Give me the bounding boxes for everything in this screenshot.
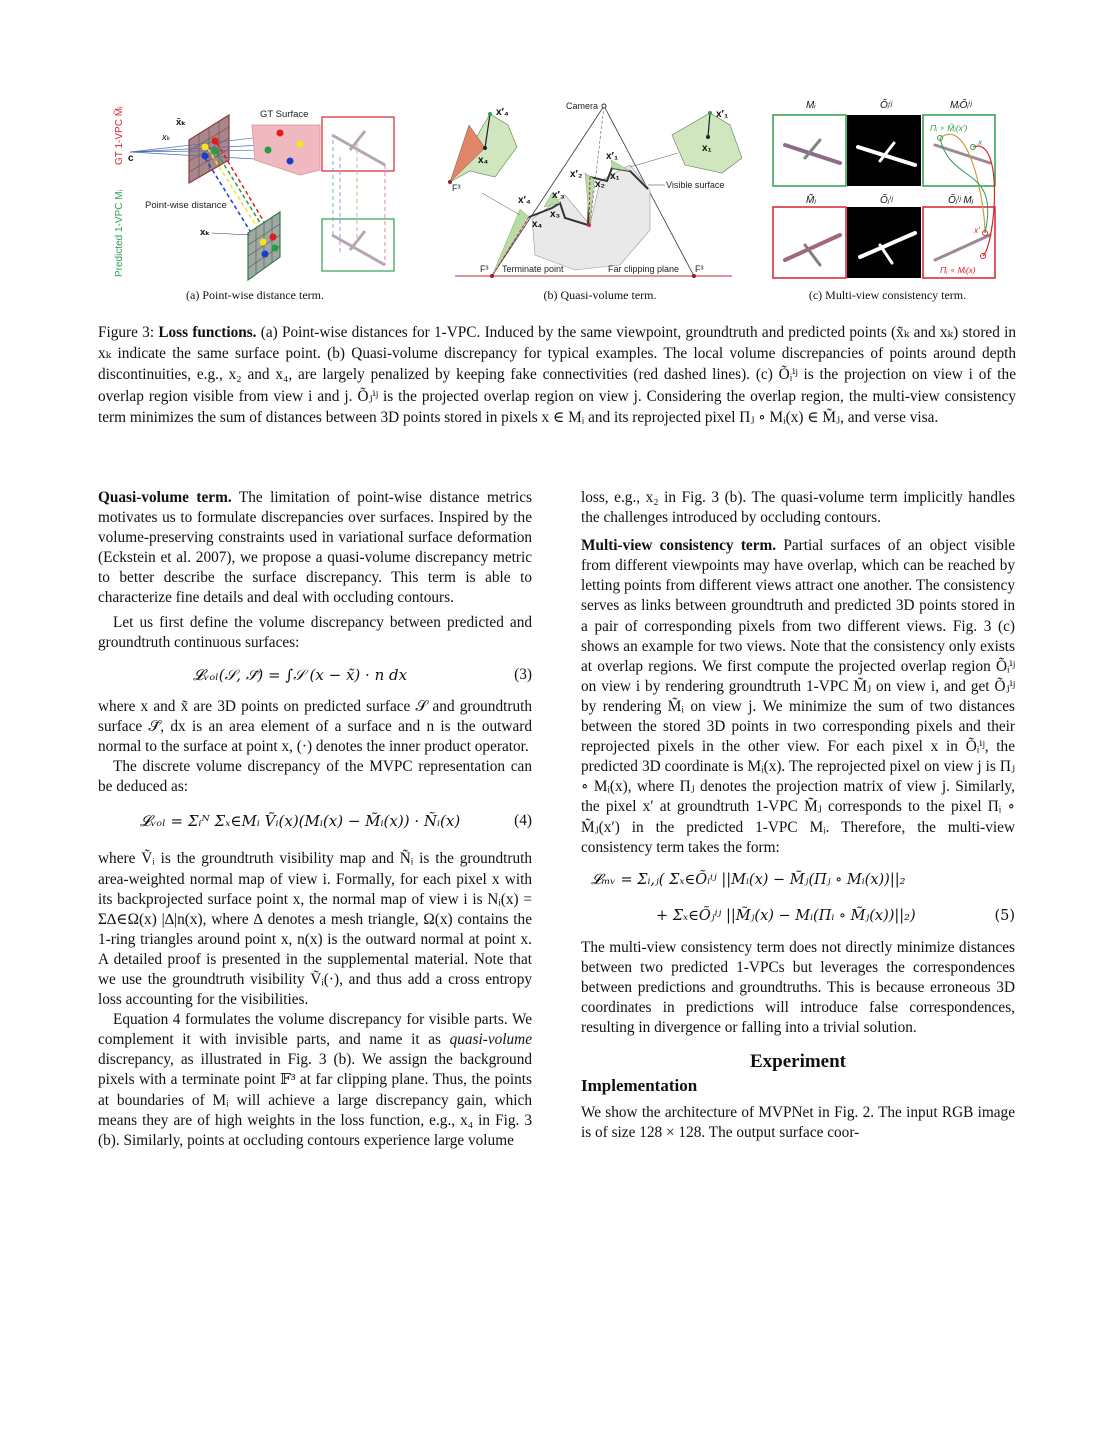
svg-text:Terminate point: Terminate point [502,264,564,274]
paragraph: Let us first define the volume discrepancy between predicted and groundtruth continuous surfaces: [98,613,532,651]
equation-5-number: (5) [994,907,1015,924]
gt-vpc-label: GT 1-VPC M̃ᵢ [114,106,125,165]
figure-panel-a [100,95,410,305]
point-wise-distance-label: Point-wise distance [145,200,227,211]
svg-text:Πᵢ ∘ M̃ⱼ(x′): Πᵢ ∘ M̃ⱼ(x′) [930,123,968,133]
panel-c-caption: (c) Multi-view consistency term. [808,288,967,302]
paragraph: where x and x̃ are 3D points on predicted surface 𝒮 and groundtruth surface 𝒮̃, dx is an area element of a surface and n is the outward normal to the surface at point x, (·) denotes the inner product operator. [98,697,532,756]
svg-text:x′₃: x′₃ [552,190,565,201]
svg-text:Camera: Camera [566,101,599,111]
svg-text:M̃ⱼ: M̃ⱼ [806,195,817,206]
equation-5 [581,870,1015,926]
svg-text:x₁: x₁ [702,143,712,154]
figure-label: Figure 3: [98,324,155,341]
svg-text:x′₄: x′₄ [518,195,531,206]
run-in-heading-quasi-volume: Quasi-volume term. [98,489,232,506]
right-column [581,488,1015,1143]
svg-text:x̃ₖ: x̃ₖ [176,117,186,128]
svg-text:x′₁: x′₁ [716,109,729,120]
svg-text:Far clipping plane: Far clipping plane [608,264,680,274]
paragraph: We show the architecture of MVPNet in Fig. 2. The input RGB image is of size 128 × 128. The output surface coor- [581,1103,1015,1141]
paragraph: loss, e.g., x₂ in Fig. 3 (b). The quasi-volume term implicitly handles the challenges introduced by occluding contours. [581,489,1015,527]
svg-text:F³: F³ [480,264,489,274]
svg-text:x′: x′ [974,225,980,235]
paragraph: where Ṽᵢ is the groundtruth visibility map and Ñᵢ is the groundtruth area-weighted normal map of view i. Formally, for each pixel x with its backprojected surface point x, the normal map of view i is Nᵢ(x) = Σ∆∈Ω(x) |∆|n(x), where ∆ denotes a mesh triangle, Ω(x) contains the 1-ring triangles around point x, n(x) is the outward normal at point x. A detailed proof is presented in the supplemental material. Note that we use the groundtruth visibility Ṽᵢ(·), and thus add a cross entropy loss accounting for the visibilities. [98,850,532,1009]
svg-text:F³: F³ [452,183,461,193]
svg-text:xₖ: xₖ [162,132,171,143]
svg-text:Mᵢ: Mᵢ [806,100,816,111]
svg-text:x₂: x₂ [595,179,606,190]
equation-5-line-2: + Σₓ∈Õⱼⁱʲ ||M̃ⱼ(x) − Mᵢ(Πᵢ ∘ M̃ⱼ(x))||₂) [656,907,916,924]
svg-text:Visible surface: Visible surface [666,180,725,190]
equation-3 [98,665,532,685]
paragraph: Equation 4 formulates the volume discrepancy for visible parts. We complement it with invisible parts, and name it as quasi-volume discrepancy, as illustrated in Fig. 3 (b). We assign the background pixels with a terminate point 𝔽³ at far clipping plane. Thus, the points at boundaries of Mᵢ will achieve a large discrepancy gain, which means they are of high weights in the loss function, e.g., x₄ in Fig. 3 (b). Similarly, points at occluding contours experience large volume [98,1011,532,1149]
svg-text:x₄: x₄ [532,219,543,230]
multi-view-consistency-diagram [770,95,1005,285]
equation-3-number: (3) [514,665,532,683]
svg-text:Õⱼⁱʲ Mⱼ: Õⱼⁱʲ Mⱼ [948,195,974,206]
pred-vpc-label: Predicted 1-VPC Mᵢ [114,189,125,277]
svg-text:x′₁: x′₁ [606,151,619,162]
figure-caption-title: Loss functions. [158,324,257,341]
svg-text:x′₄: x′₄ [496,107,509,118]
panel-a-caption: (a) Point-wise distance term. [186,288,324,302]
svg-text:GT Surface: GT Surface [260,109,309,120]
svg-text:x: x [978,137,983,147]
svg-text:x₃: x₃ [550,209,561,220]
equation-4-number: (4) [514,812,532,830]
figure-caption-text: (a) Point-wise distances for 1-VPC. Induced by the same viewpoint, groundtruth and predicted points (x̃ₖ and xₖ) stored in xₖ indicate the same surface point. (b) Quasi-volume discrepancy for typical examples. The local volume discrepancies of points around depth discontinuities, e.g., x₂ and x₄, are largely penalized by keeping fake connectivities (red dashed lines). (c) Õᵢⁱʲ is the projection on view i of the overlap region visible from view i and j. Õⱼⁱʲ is the projected overlap region on view j. Considering the overlap region, the multi-view consistency term minimizes the sum of distances between 3D points stored in pixels x ∈ Mᵢ and its reprojected pixel Πⱼ ∘ Mᵢ(x) ∈ M̃ⱼ, and verse visa. [98,324,1016,426]
svg-text:F³: F³ [695,264,704,274]
svg-text:c: c [128,153,134,164]
svg-text:x₄: x₄ [478,155,489,166]
svg-text:Õⱼⁱʲ: Õⱼⁱʲ [880,195,893,206]
quasi-volume-diagram [440,95,760,285]
equation-4 [98,811,532,831]
svg-text:xₖ: xₖ [200,227,210,238]
equation-5-line-1: 𝓛ₘᵥ = Σᵢ,ⱼ( Σₓ∈Õᵢⁱʲ ||Mᵢ(x) − M̃ⱼ(Πⱼ ∘ Mᵢ(x))||₂ [591,871,906,888]
figure-panel-b [440,95,760,305]
equation-3-body: 𝓛ᵥₒₗ(𝒮, 𝒮̃) = ∫𝒮 (x − x̃) · n dx [192,665,408,684]
svg-text:x′₂: x′₂ [570,169,583,180]
paragraph: The multi-view consistency term does not directly minimize distances between two predicted 1-VPCs but leverages the correspondences between predictions and groundtruths. This is because erroneous 3D coordinates in predictions will introduce false correspondences, resulting in divergence or falling into a trivial solution. [581,938,1015,1037]
svg-text:Πⱼ ∘ Mᵢ(x): Πⱼ ∘ Mᵢ(x) [940,265,976,275]
svg-text:Õᵢⁱʲ: Õᵢⁱʲ [880,100,893,111]
point-wise-distance-diagram [100,95,410,285]
svg-text:x₁: x₁ [610,171,620,182]
equation-4-body: 𝓛ᵥₒₗ = Σᵢᴺ Σₓ∈Mᵢ Ṽᵢ(x)(Mᵢ(x) − M̃ᵢ(x)) · Ñᵢ(x) [139,812,461,831]
figure-caption [98,322,1016,428]
panel-b-caption: (b) Quasi-volume term. [543,288,657,302]
left-column [98,488,532,1151]
paragraph-quasi-volume: Quasi-volume term. The limitation of point-wise distance metrics motivates us to formulate discrepancies over surfaces. Inspired by the volume-preserving constraints used in variational surface deformation (Eckstein et al. 2007), we propose a quasi-volume discrepancy metric to better describe the surface discrepancy. This term is able to characterize fine details and deal with occluding contours. [98,489,532,607]
paragraph-multi-view: Multi-view consistency term. Partial surfaces of an object visible from different viewpoints may have overlap, which can be reached by letting points from different views attract one another. The consistency serves as links between groundtruth and predicted 3D points stored in a pair of corresponding pixels from two different views. Fig. 3 (c) shows an example for two views. Note that the consistency only exists at overlap regions. We first compute the projected overlap region Õᵢⁱʲ on view i by rendering groundtruth 1-VPC M̃ⱼ on view i, and get Õⱼⁱʲ by rendering M̃ᵢ on view j. We minimize the sum of two distances between the stored 3D points in two corresponding pixels and their reprojected pixels in the other view. For each pixel x in Õᵢⁱʲ, the predicted 3D coordinate is Mᵢ(x). The reprojected pixel on view j is Πⱼ ∘ Mᵢ(x), where Πⱼ denotes the projection matrix of view j. Similarly, the pixel x′ at groundtruth 1-VPC M̃ⱼ corresponds to the pixel Πᵢ ∘ M̃ⱼ(x′) in the predicted 1-VPC Mᵢ. Therefore, the multi-view consistency term takes the form: [581,537,1015,856]
run-in-heading-multi-view: Multi-view consistency term. [581,537,777,555]
section-title-experiment: Experiment [749,1051,847,1073]
subsection-title-implementation: Implementation [581,1076,698,1096]
figure-panel-c [770,95,1005,305]
svg-text:MᵢÕᵢⁱʲ: MᵢÕᵢⁱʲ [950,100,972,111]
paragraph: The discrete volume discrepancy of the MVPC representation can be deduced as: [98,758,532,796]
